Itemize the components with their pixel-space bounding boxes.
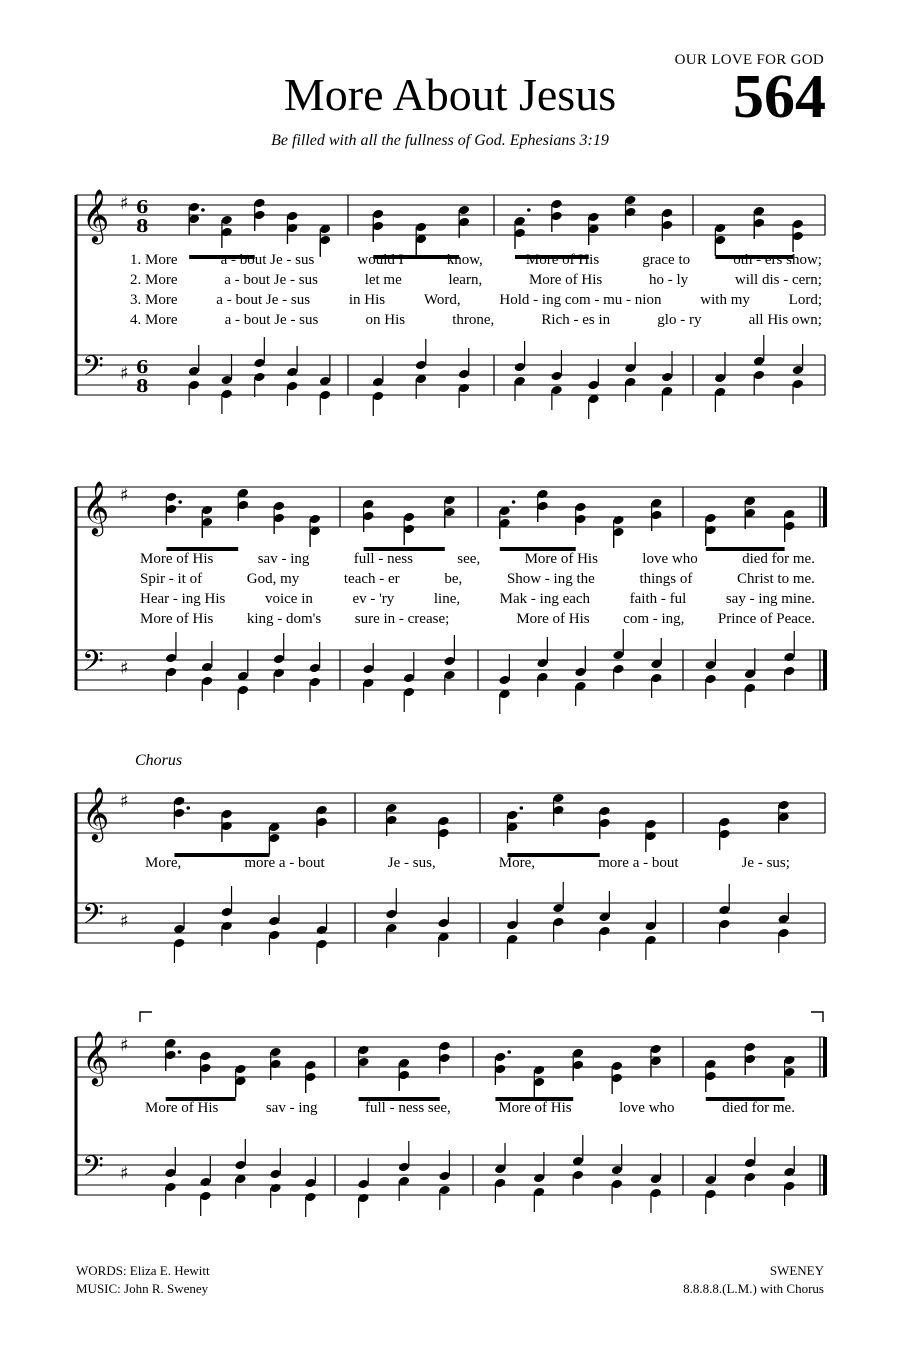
- lyric-word: teach - er: [343, 571, 400, 587]
- lyric-line: [130, 312, 822, 329]
- lyric-line: [145, 1100, 795, 1117]
- lyric-word: learn,: [448, 272, 483, 288]
- lyric-word: love who: [642, 551, 698, 567]
- lyric-word: things of: [639, 571, 693, 587]
- dot: [507, 1050, 511, 1054]
- lyric-word: Lord;: [788, 292, 822, 308]
- lyric-word: sure in - crease;: [354, 611, 450, 627]
- lyric-word: Spir - it of: [140, 571, 203, 587]
- lyric-line: [140, 591, 815, 608]
- lyric-word: died for me.: [742, 551, 815, 567]
- time-sig-bottom: 8: [136, 376, 149, 397]
- key-signature-sharp: ♯: [120, 485, 129, 506]
- lyric-word: More of His: [145, 1100, 219, 1116]
- lyric-line: [140, 551, 815, 568]
- lyric-word: More of His: [524, 551, 598, 567]
- time-sig-top: 6: [136, 197, 149, 218]
- lyric-word: com - ing,: [623, 611, 685, 627]
- tune-name: SWENEY: [769, 1263, 824, 1278]
- lyric-line: [140, 611, 815, 628]
- lyric-word: More of His: [528, 272, 603, 288]
- bracket-start: [140, 1012, 152, 1022]
- bass-clef-icon: 𝄢: [82, 350, 104, 390]
- lyric-word: voice in: [264, 591, 313, 607]
- dot: [178, 1050, 182, 1054]
- words-credit: WORDS: Eliza E. Hewitt: [76, 1263, 210, 1278]
- lyric-word: Mak - ing each: [499, 591, 591, 607]
- lyric-word: Hold - ing com - mu - nion: [499, 292, 662, 308]
- lyric-word: know,: [446, 252, 483, 268]
- treble-clef-icon: 𝄞: [82, 786, 110, 840]
- lyric-word: Word,: [423, 292, 461, 308]
- lyric-word: all His own;: [748, 312, 822, 328]
- lyric-word: 2. More: [130, 272, 178, 288]
- credits-right: [683, 1262, 824, 1298]
- credits-left: [76, 1262, 210, 1298]
- lyric-word: full - ness see,: [365, 1100, 451, 1116]
- treble-clef-icon: 𝄞: [82, 188, 110, 242]
- hymn-number: 564: [733, 63, 826, 131]
- lyric-word: grace to: [642, 252, 691, 268]
- bracket-end: [811, 1012, 823, 1022]
- chorus-label: Chorus: [135, 752, 183, 769]
- lyric-word: with my: [700, 292, 750, 308]
- lyric-line: [140, 571, 815, 588]
- scripture-reference: Be filled with all the fullness of God. Ephesians 3:19: [271, 132, 609, 149]
- lyric-word: More,: [145, 855, 182, 871]
- lyric-word: More of His: [498, 1100, 572, 1116]
- music-credit: MUSIC: John R. Sweney: [76, 1281, 209, 1296]
- key-signature-sharp: ♯: [120, 1035, 129, 1056]
- key-signature-sharp: ♯: [120, 791, 129, 812]
- lyric-word: Christ to me.: [737, 571, 815, 587]
- treble-clef-icon: 𝄞: [82, 1030, 110, 1084]
- lyric-word: more a - bout: [244, 855, 325, 871]
- lyric-word: 1. More: [130, 252, 178, 268]
- lyric-word: God, my: [246, 571, 300, 587]
- lyric-word: see,: [457, 551, 481, 567]
- lyric-word: sav - ing: [257, 551, 310, 567]
- lyric-word: glo - ry: [657, 312, 702, 328]
- lyric-word: Prince of Peace.: [717, 611, 815, 627]
- dot: [519, 806, 523, 810]
- lyric-word: Je - sus,: [387, 855, 436, 871]
- lyric-word: More of His: [516, 611, 590, 627]
- dot: [178, 500, 182, 504]
- key-signature-sharp: ♯: [120, 193, 129, 214]
- lyric-word: love who: [619, 1100, 675, 1116]
- dot: [527, 208, 531, 212]
- lyric-line: [145, 855, 790, 872]
- lyric-word: ho - ly: [648, 272, 689, 288]
- lyric-word: full - ness: [353, 551, 413, 567]
- key-signature-sharp: ♯: [120, 911, 129, 932]
- lyric-word: Show - ing the: [506, 571, 595, 587]
- lyric-word: let me: [364, 272, 402, 288]
- lyric-word: line,: [433, 591, 461, 607]
- lyric-word: say - ing mine.: [725, 591, 815, 607]
- lyric-word: Rich - es in: [541, 312, 611, 328]
- meter: 8.8.8.8.(L.M.) with Chorus: [683, 1281, 824, 1296]
- time-sig-top: 6: [136, 357, 149, 378]
- key-signature-sharp: ♯: [120, 658, 129, 679]
- lyric-word: would I: [357, 252, 404, 268]
- lyric-word: Je - sus;: [741, 855, 790, 871]
- lyric-line: [130, 292, 822, 309]
- bass-clef-icon: 𝄢: [82, 645, 104, 685]
- lyric-word: More,: [498, 855, 536, 871]
- lyric-word: faith - ful: [629, 591, 687, 607]
- lyric-word: on His: [365, 312, 406, 328]
- key-signature-sharp: ♯: [120, 363, 129, 384]
- hymn-title-text: More About Jesus: [283, 69, 617, 120]
- treble-clef-icon: 𝄞: [82, 480, 110, 534]
- lyric-word: Hear - ing His: [140, 591, 226, 607]
- dot: [512, 500, 516, 504]
- lyric-word: sav - ing: [265, 1100, 318, 1116]
- lyric-word: died for me.: [722, 1100, 795, 1116]
- lyric-word: More of His: [140, 611, 214, 627]
- lyric-word: 4. More: [130, 312, 178, 328]
- lyric-word: in His: [348, 292, 386, 308]
- lyric-word: ev - 'ry: [352, 591, 395, 607]
- key-signature-sharp: ♯: [120, 1163, 129, 1184]
- lyric-line: [130, 272, 822, 289]
- lyric-line: [130, 252, 822, 269]
- lyric-word: a - bout Je - sus: [220, 252, 315, 268]
- lyric-word: will dis - cern;: [734, 272, 822, 288]
- bass-clef-icon: 𝄢: [82, 1150, 104, 1190]
- dot: [201, 208, 205, 212]
- lyric-word: more a - bout: [598, 855, 679, 871]
- lyric-word: a - bout Je - sus: [224, 272, 318, 288]
- lyric-word: a - bout Je - sus: [216, 292, 311, 308]
- lyric-word: oth - ers show;: [733, 252, 822, 268]
- hymn-category: OUR LOVE FOR GOD: [674, 52, 824, 68]
- dot: [186, 806, 190, 810]
- lyric-word: More of His: [140, 551, 214, 567]
- lyric-word: 3. More: [130, 292, 178, 308]
- lyric-word: king - dom's: [246, 611, 322, 627]
- lyric-word: be,: [444, 571, 463, 587]
- bass-clef-icon: 𝄢: [82, 898, 104, 938]
- lyric-word: a - bout Je - sus: [224, 312, 319, 328]
- lyric-word: throne,: [452, 312, 495, 328]
- lyric-word: More of His: [525, 252, 600, 268]
- time-sig-bottom: 8: [136, 216, 149, 237]
